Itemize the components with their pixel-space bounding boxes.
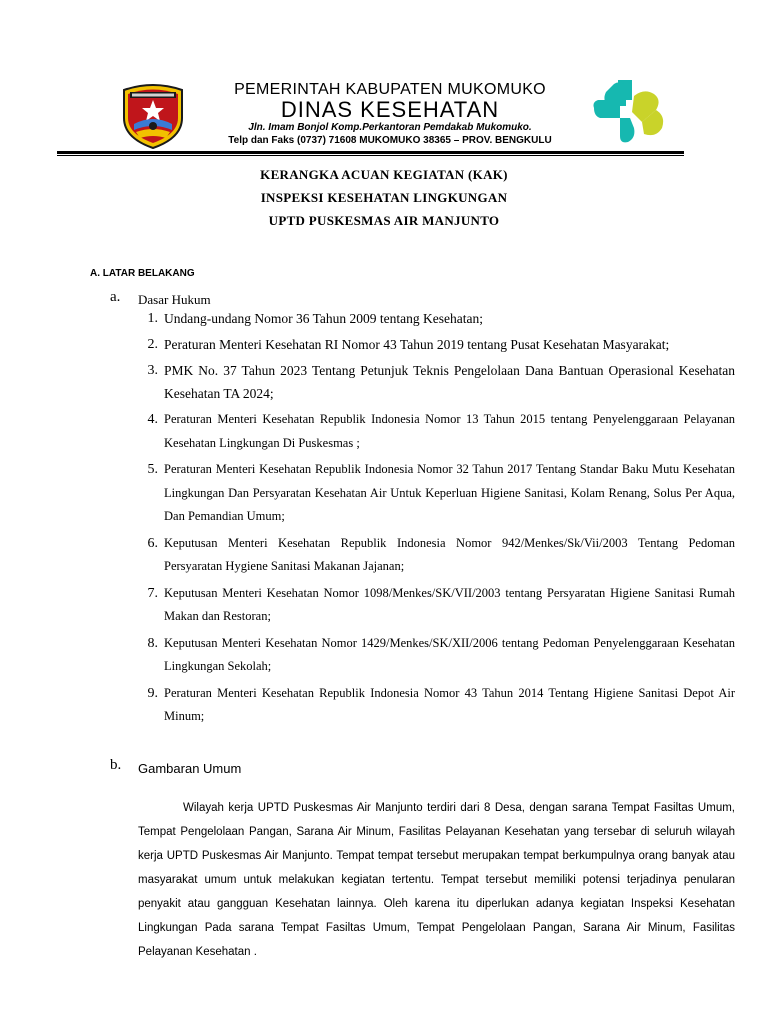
- list-item: [140, 333, 735, 356]
- subsection-letter: a.: [110, 289, 121, 305]
- list-item-text: Peraturan Menteri Kesehatan RI Nomor 43 Tahun 2019 tentang Pusat Kesehatan Masyarakat;: [164, 337, 670, 352]
- list-item-text: Keputusan Menteri Kesehatan Republik Indonesia Nomor 942/Menkes/Sk/Vii/2003 Tentang Pedoman Persyaratan Hygiene Sanitasi Makanan Jajanan;: [164, 535, 735, 573]
- document-title-line-3: UPTD PUSKESMAS AIR MANJUNTO: [268, 213, 500, 228]
- government-name: PEMERINTAH KABUPATEN MUKOMUKO: [234, 81, 546, 98]
- list-item-number: 4.: [147, 412, 158, 427]
- list-item-text: Peraturan Menteri Kesehatan Republik Indonesia Nomor 32 Tahun 2017 Tentang Standar Baku Mutu Kesehatan Lingkungan Dan Persyaratan Kesehatan Air Untuk Keperluan Higiene Sanitasi, Kolam Renang, Solus Per Aqua, Dan Pemandian Umum;: [164, 462, 735, 523]
- list-item: [140, 532, 735, 579]
- list-item-text: Keputusan Menteri Kesehatan Nomor 1429/Menkes/SK/XII/2006 tentang Pedoman Penyelenggaraan Kesehatan Lingkungan Sekolah;: [164, 635, 735, 673]
- ministry-of-health-logo-icon: [590, 78, 668, 150]
- regency-coat-of-arms-icon: [118, 80, 188, 150]
- legal-basis-list: [140, 307, 735, 732]
- document-title-line-1: KERANGKA ACUAN KEGIATAN (KAK): [260, 167, 508, 182]
- list-item: [140, 408, 735, 455]
- list-item-number: 9.: [147, 685, 158, 701]
- list-item-number: 2.: [147, 337, 158, 352]
- list-item-text: Peraturan Menteri Kesehatan Republik Indonesia Nomor 43 Tahun 2014 Tentang Higiene Sanitasi Depot Air Minum;: [164, 685, 735, 723]
- list-item-number: 6.: [147, 535, 158, 551]
- department-name: DINAS KESEHATAN: [280, 97, 500, 122]
- list-item: [140, 359, 735, 405]
- subsection-letter: b.: [110, 757, 122, 773]
- list-item: [140, 582, 735, 629]
- list-item: [140, 632, 735, 679]
- section-heading: A. LATAR BELAKANG: [90, 268, 195, 279]
- subsection-label: Dasar Hukum: [138, 292, 211, 307]
- list-item-text: PMK No. 37 Tahun 2023 Tentang Petunjuk Teknis Pengelolaan Dana Bantuan Operasional Kesehatan Kesehatan TA 2024;: [164, 363, 735, 401]
- letterhead-rule-thick: [57, 151, 684, 154]
- list-item-text: Keputusan Menteri Kesehatan Nomor 1098/Menkes/SK/VII/2003 tentang Persyaratan Higiene Sanitasi Rumah Makan dan Restoran;: [164, 585, 735, 623]
- list-item-number: 5.: [147, 462, 158, 477]
- list-item: [140, 458, 735, 529]
- list-item-number: 8.: [147, 635, 158, 651]
- list-item-number: 7.: [147, 585, 158, 601]
- letterhead-rule-thin: [57, 155, 684, 156]
- list-item-text: Peraturan Menteri Kesehatan Republik Indonesia Nomor 13 Tahun 2015 tentang Penyelenggaraan Pelayanan Kesehatan Lingkungan Di Puskesmas ;: [164, 412, 735, 450]
- list-item-number: 1.: [147, 311, 158, 326]
- subsection-label: Gambaran Umum: [138, 761, 242, 776]
- office-address: Jln. Imam Bonjol Komp.Perkantoran Pemdakab Mukomuko.: [248, 122, 532, 133]
- list-item-text: Undang-undang Nomor 36 Tahun 2009 tentang Kesehatan;: [164, 311, 483, 326]
- list-item-number: 3.: [147, 363, 158, 378]
- general-overview-paragraph: Wilayah kerja UPTD Puskesmas Air Manjunto terdiri dari 8 Desa, dengan sarana Tempat Fasiltas Umum, Tempat Pengelolaan Pangan, Sarana Air Minum, Fasilitas Pelayanan Kesehatan yang tersebar di seluruh wilayah kerja UPTD Puskesmas Air Manjunto. Tempat tempat tersebut merupakan tempat berkumpulnya orang banyak atau masyarakat umum untuk melakukan kegiatan tertentu. Tempat tersebut memiliki potensi terjadinya penularan penyakit atau gangguan Kesehatan lainnya. Oleh karena itu diperlukan adanya kegiatan Inspeksi Kesehatan Lingkungan Pada sarana Tempat Fasiltas Umum, Tempat Pengelolaan Pangan, Sarana Air Minum, Fasilitas Pelayanan Kesehatan .: [138, 802, 735, 958]
- list-item: [140, 307, 735, 330]
- document-title-line-2: INSPEKSI KESEHATAN LINGKUNGAN: [260, 190, 508, 205]
- list-item: [140, 682, 735, 729]
- office-phone: Telp dan Faks (0737) 71608 MUKOMUKO 38365 – PROV. BENGKULU: [228, 135, 552, 146]
